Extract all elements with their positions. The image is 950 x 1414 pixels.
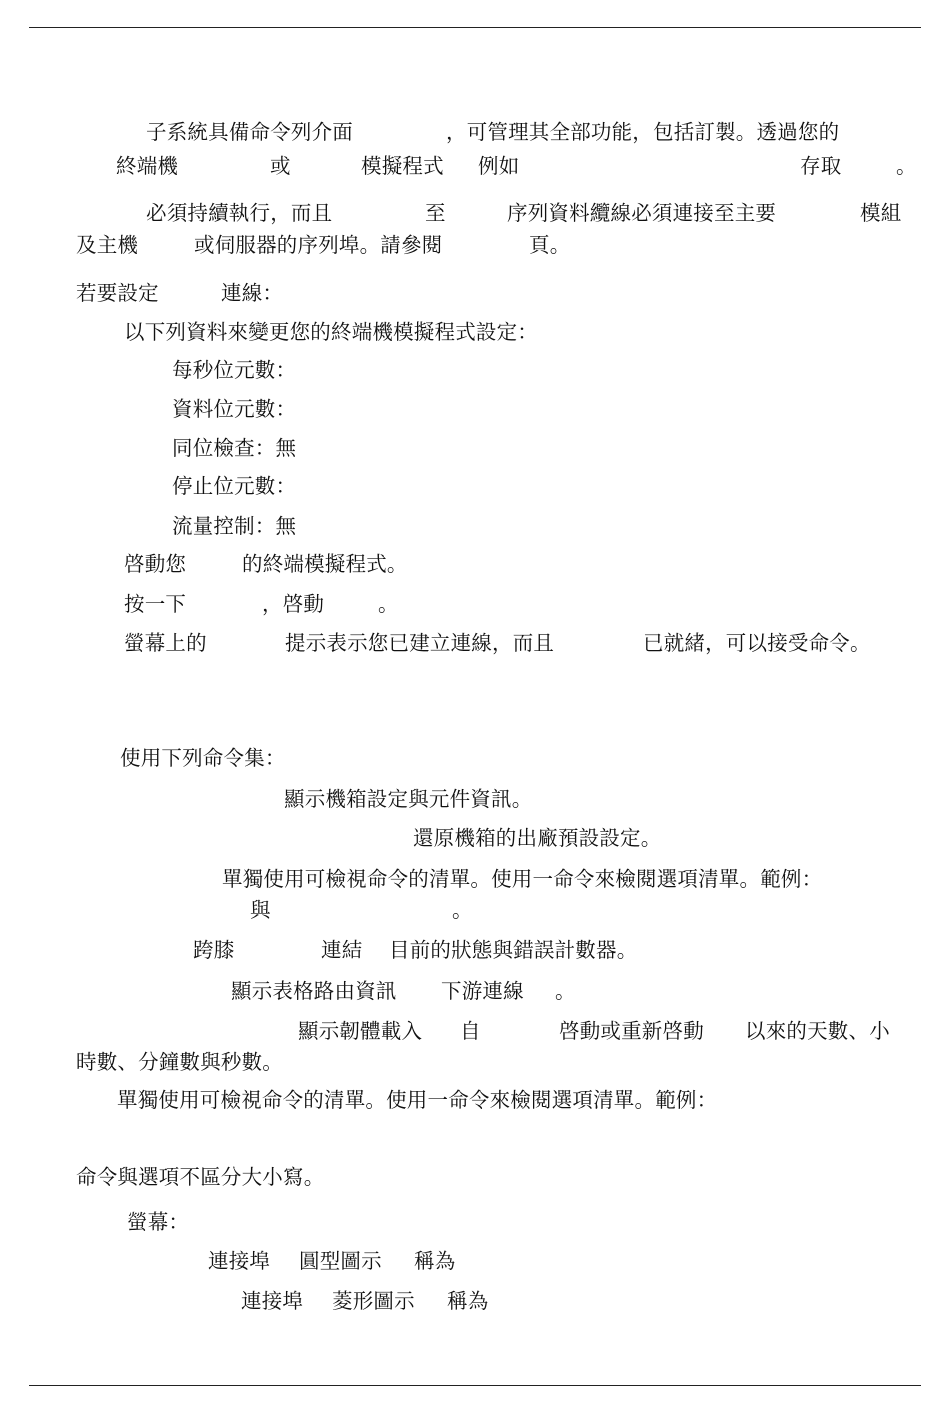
requirement-text: 模組: [860, 201, 902, 225]
intro-text: 。: [896, 154, 917, 178]
command-description: 。: [555, 979, 576, 1003]
command-description: 單獨使用可檢視命令的清單。使用一命令來檢閱選項清單。範例：: [222, 867, 823, 891]
requirement-text: 或伺服器的序列埠。請參閱: [194, 233, 443, 257]
footer-rule: [29, 1385, 921, 1386]
setup-step: 。: [378, 592, 399, 616]
commands-intro: 使用下列命令集：: [120, 746, 286, 770]
command-description: 還原機箱的出廠預設設定。: [413, 826, 662, 850]
port-note: 稱為: [447, 1289, 489, 1313]
port-note: 菱形圖示: [332, 1289, 415, 1313]
requirement-text: 頁。: [529, 233, 571, 257]
command-description: 連結: [321, 938, 363, 962]
setting-item: 同位檢查：無: [172, 436, 297, 460]
setup-step: ，啓動: [262, 592, 325, 616]
command-description: 以來的天數、小: [745, 1019, 890, 1043]
intro-text: 例如: [478, 154, 520, 178]
command-description: 目前的狀態與錯誤計數器。: [389, 938, 638, 962]
setup-step: 提示表示您已建立連線，而且: [285, 631, 555, 655]
setup-heading: 若要設定: [76, 281, 159, 305]
intro-text: 終端機: [116, 154, 179, 178]
setting-item: 資料位元數：: [172, 397, 297, 421]
command-description: 下游連線: [441, 979, 524, 1003]
port-note: 連接埠: [241, 1289, 304, 1313]
port-note: 連接埠: [208, 1249, 271, 1273]
port-note: 圓型圖示: [299, 1249, 382, 1273]
setup-step: 以下列資料來變更您的終端機模擬程式設定：: [124, 320, 538, 344]
port-note: 稱為: [414, 1249, 456, 1273]
setting-item: 每秒位元數：: [172, 358, 297, 382]
setting-item: 停止位元數：: [172, 474, 297, 498]
command-description: 跨膝: [193, 938, 235, 962]
requirement-text: 及主機: [76, 233, 139, 257]
intro-text: 子系統具備命令列介面: [146, 120, 353, 144]
setup-heading: 連線：: [221, 281, 284, 305]
requirement-text: 必須持續執行，而且: [146, 201, 333, 225]
screen-label: 螢幕：: [127, 1210, 190, 1234]
setup-step: 已就緒，可以接受命令。: [643, 631, 871, 655]
setup-step: 啓動您: [124, 552, 187, 576]
case-note: 命令與選項不區分大小寫。: [76, 1165, 325, 1189]
command-description: 顯示機箱設定與元件資訊。: [284, 787, 533, 811]
command-description: 時數、分鐘數與秒數。: [76, 1050, 283, 1074]
requirement-text: 至: [425, 201, 446, 225]
command-description: 啓動或重新啓動: [559, 1019, 704, 1043]
command-description: 。: [452, 898, 473, 922]
header-rule: [29, 27, 921, 28]
setup-step: 的終端模擬程式。: [242, 552, 408, 576]
intro-text: 或: [270, 154, 291, 178]
command-description: 顯示韌體載入: [298, 1019, 423, 1043]
requirement-text: 序列資料纜線必須連接至主要: [507, 201, 777, 225]
command-description: 與: [250, 898, 271, 922]
setting-item: 流量控制：無: [172, 514, 297, 538]
command-description: 單獨使用可檢視命令的清單。使用一命令來檢閱選項清單。範例：: [117, 1088, 718, 1112]
setup-step: 按一下: [124, 592, 187, 616]
intro-text: 存取: [800, 154, 842, 178]
setup-step: 螢幕上的: [124, 631, 207, 655]
command-description: 自: [460, 1019, 481, 1043]
command-description: 顯示表格路由資訊: [231, 979, 397, 1003]
intro-text: 模擬程式: [361, 154, 444, 178]
intro-text: ，可管理其全部功能，包括訂製。透過您的: [446, 120, 840, 144]
